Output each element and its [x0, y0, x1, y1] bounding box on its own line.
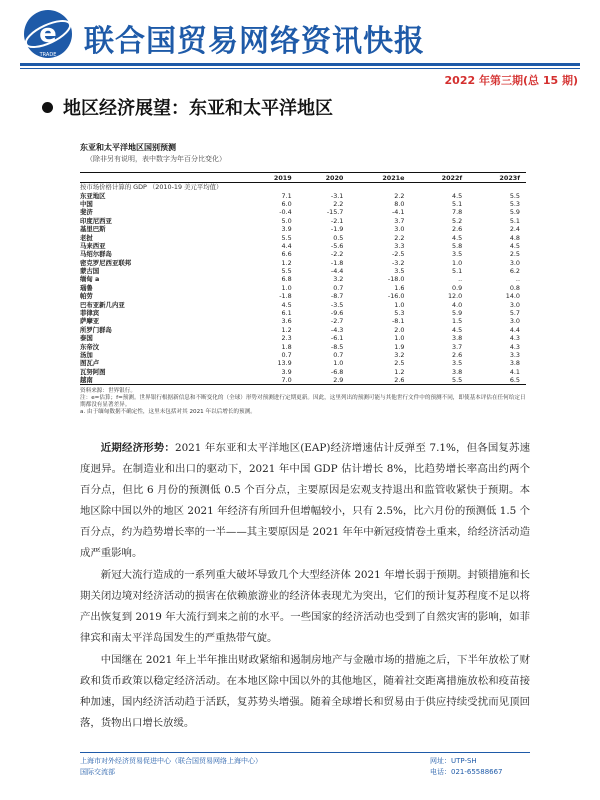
- value-cell: 1.5: [452, 317, 463, 326]
- value-cell: -4.1: [391, 208, 405, 217]
- country-name: 巴布亚新几内亚: [80, 300, 125, 309]
- value-cell: -15.7: [326, 208, 344, 217]
- value-cell: 6.6: [281, 250, 292, 259]
- value-cell: 3.7: [452, 342, 463, 351]
- table-row: [80, 191, 526, 199]
- value-cell: 4.5: [452, 325, 463, 334]
- table-row: [80, 317, 526, 325]
- country-name: 老挝: [80, 233, 93, 242]
- value-cell: 5.2: [452, 216, 463, 225]
- value-cell: 7.1: [281, 191, 292, 200]
- value-cell: 2.6: [452, 351, 463, 359]
- value-cell: -2.1: [330, 216, 344, 225]
- value-cell: -2.2: [330, 250, 344, 259]
- table-source: [80, 388, 526, 416]
- value-cell: 3.8: [509, 359, 520, 368]
- value-cell: -3.1: [330, 191, 344, 200]
- svg-text:TRADE: TRADE: [39, 52, 57, 58]
- value-cell: 5.9: [509, 208, 520, 217]
- value-cell: -6.8: [330, 367, 344, 376]
- value-cell: 2.6: [349, 376, 410, 385]
- country-name: 萨摩亚: [80, 317, 100, 326]
- value-cell: 5.0: [281, 216, 292, 225]
- value-cell: 2.5: [394, 359, 405, 368]
- value-cell: -3.2: [391, 258, 405, 267]
- value-cell: 5.5: [281, 267, 292, 276]
- table-row: [80, 351, 526, 359]
- country-name: 瑙鲁: [80, 283, 93, 292]
- value-cell: 2.9: [298, 376, 350, 385]
- column-header: 2020: [298, 173, 350, 183]
- note-a-line: a. 由于缅甸数据不确定性，这里未包括对其 2021 年以后增长的预测。: [80, 409, 256, 416]
- country-name: 瓦努阿图: [80, 367, 106, 376]
- value-cell: 1.0: [394, 334, 405, 343]
- table-row: [80, 233, 526, 241]
- country-name: 密克罗尼西亚联邦: [80, 258, 132, 267]
- bullet-icon: [42, 102, 53, 113]
- value-cell: 3.9: [281, 367, 292, 376]
- value-cell: -8.5: [330, 342, 344, 351]
- table-row: [80, 284, 526, 292]
- value-cell: -2.5: [391, 250, 405, 259]
- value-cell: 3.0: [509, 317, 520, 326]
- paragraph: 新冠大流行造成的一系列重大破坏导致几个大型经济体 2021 年增长弱于预期。封锁措施和长期关闭边境对经济活动的损害在依赖旅游业的经济体表现尤为突出，它们的预计复苏程度不足以将产出恢复到 2019 年大流行到来之前的水平。一些国家的经济活动也受到了自然灾害的影响，如菲律宾和南太平洋岛国发生的严重热带气旋。: [80, 569, 530, 644]
- country-name: 东亚地区: [80, 191, 106, 200]
- value-cell: 2.3: [281, 334, 292, 343]
- country-name: 印度尼西亚: [80, 216, 112, 225]
- table-row: [80, 275, 526, 283]
- value-cell: 1.6: [394, 283, 405, 292]
- value-cell: 4.5: [452, 233, 463, 242]
- value-cell: 1.2: [281, 258, 292, 267]
- value-cell: 3.5: [394, 267, 405, 276]
- source-line: 资料来源：世界银行。: [80, 388, 136, 395]
- country-name: 越南: [80, 376, 246, 385]
- value-cell: 4.4: [509, 325, 520, 334]
- table-row: [80, 217, 526, 225]
- header-rule: [20, 63, 580, 66]
- value-cell: 5.9: [452, 309, 463, 318]
- value-cell: 0.7: [281, 351, 292, 359]
- country-name: 汤加: [80, 351, 93, 359]
- table-group-header: [80, 183, 526, 192]
- value-cell: 3.5: [452, 250, 463, 259]
- value-cell: -0.4: [279, 208, 292, 217]
- footer-website: 网址：UTP-SH: [430, 757, 477, 765]
- value-cell: 1.2: [394, 367, 405, 376]
- value-cell: 4.4: [281, 241, 292, 250]
- value-cell: 3.9: [281, 225, 292, 234]
- country-name: 图瓦卢: [80, 359, 100, 368]
- table-row: [80, 342, 526, 350]
- value-cell: 5.1: [452, 199, 463, 208]
- value-cell: 3.3: [394, 241, 405, 250]
- table-row: [80, 334, 526, 342]
- column-header: 2022f: [410, 173, 468, 183]
- value-cell: -3.5: [330, 300, 344, 309]
- paragraph: 中国继在 2021 年上半年推出财政紧缩和遏制房地产与金融市场的措施之后，下半年放松了财政和货币政策以稳定经济活动。在本地区除中国以外的其他地区，随着社交距离措施放松和疫苗接种加速，国内经济活动趋于活跃，复苏势头增强。随着全球增长和贸易由于供应持续受扰而见顶回落，货物出口增长放缓。: [80, 654, 530, 729]
- table-header-row: [80, 173, 526, 183]
- value-cell: 5.5: [509, 191, 520, 200]
- column-header: 2023f: [468, 173, 526, 183]
- country-name: 东帝汶: [80, 342, 100, 351]
- country-name: 泰国: [80, 334, 93, 343]
- table-row: [80, 250, 526, 258]
- footer-dept: 国际交流部: [80, 768, 115, 776]
- value-cell: 4.5: [452, 191, 463, 200]
- table-row: [80, 225, 526, 233]
- etrade-logo-icon: [22, 8, 74, 60]
- value-cell: 4.5: [509, 241, 520, 250]
- table-row: [80, 200, 526, 208]
- value-cell: 3.0: [509, 258, 520, 267]
- column-header-label: [80, 173, 246, 183]
- value-cell: 0.7: [333, 283, 344, 292]
- value-cell: 13.9: [277, 359, 292, 368]
- value-cell: 5.7: [509, 309, 520, 318]
- footer-org: 上海市对外经济贸易促进中心（联合国贸易网络上海中心）: [80, 757, 262, 765]
- value-cell: 8.0: [394, 199, 405, 208]
- value-cell: 4.3: [509, 334, 520, 343]
- value-cell: 0.7: [333, 351, 344, 359]
- value-cell: -9.6: [330, 309, 344, 318]
- country-name: 所罗门群岛: [80, 325, 112, 334]
- value-cell: 6.8: [281, 275, 292, 284]
- value-cell: -1.8: [279, 292, 292, 301]
- value-cell: 6.5: [468, 376, 526, 385]
- value-cell: 14.0: [505, 292, 520, 301]
- value-cell: 2.0: [394, 325, 405, 334]
- country-name: 缅甸 a: [80, 275, 100, 284]
- table-row: [80, 376, 526, 385]
- value-cell: 1.2: [281, 325, 292, 334]
- value-cell: 3.8: [452, 367, 463, 376]
- value-cell: 6.2: [509, 267, 520, 276]
- value-cell: 5.1: [509, 216, 520, 225]
- value-cell: 0.5: [333, 233, 344, 242]
- header-rule-thin: [20, 68, 580, 69]
- value-cell: 3.8: [452, 334, 463, 343]
- value-cell: -8.7: [330, 292, 344, 301]
- section-title: 地区经济展望：东亚和太平洋地区: [63, 98, 333, 119]
- country-name: 蒙古国: [80, 267, 100, 276]
- value-cell: 2.2: [394, 233, 405, 242]
- country-name: 菲律宾: [80, 309, 100, 318]
- value-cell: 1.0: [394, 300, 405, 309]
- table-title: 东亚和太平洋地区国别预测: [80, 143, 176, 152]
- table-row: [80, 368, 526, 376]
- table-row: [80, 267, 526, 275]
- value-cell: 0.9: [452, 283, 463, 292]
- value-cell: 5.3: [394, 309, 405, 318]
- table-row: [80, 292, 526, 300]
- value-cell: 2.4: [509, 225, 520, 234]
- value-cell: 12.0: [447, 292, 463, 301]
- value-cell: 1.0: [333, 359, 344, 368]
- value-cell: 1.9: [394, 342, 405, 351]
- value-cell: -6.1: [330, 334, 344, 343]
- value-cell: 7.0: [246, 376, 298, 385]
- value-cell: ..: [515, 275, 520, 284]
- gdp-forecast-table: [80, 172, 526, 385]
- value-cell: 3.2: [394, 351, 405, 359]
- value-cell: -1.8: [330, 258, 344, 267]
- value-cell: -16.0: [387, 292, 405, 301]
- country-name: 中国: [80, 199, 93, 208]
- value-cell: -2.7: [330, 317, 344, 326]
- value-cell: 5.1: [452, 267, 463, 276]
- value-cell: 5.8: [452, 241, 463, 250]
- value-cell: 4.1: [509, 367, 520, 376]
- value-cell: 4.8: [509, 233, 520, 242]
- table-row: [80, 300, 526, 308]
- value-cell: 3.0: [509, 300, 520, 309]
- footer-rule: [80, 752, 530, 753]
- value-cell: 2.2: [333, 199, 344, 208]
- value-cell: 4.3: [509, 342, 520, 351]
- table-row: [80, 242, 526, 250]
- footer-phone: 电话：021-65588667: [430, 768, 503, 776]
- country-name: 基里巴斯: [80, 225, 106, 234]
- column-header: 2021e: [349, 173, 410, 183]
- country-name: 斐济: [80, 208, 93, 217]
- value-cell: 1.8: [281, 342, 292, 351]
- notes-line: 注：e=估算；f=预测。世界银行根据新信息和不断变化的（全球）形势对预测进行定期更新。因此，这里列出的预测可能与其他世行文件中的预测不同，即使基本评估在任何给定日期都没有显著差异。: [80, 395, 526, 409]
- table-row: [80, 208, 526, 216]
- value-cell: 3.5: [452, 359, 463, 368]
- value-cell: ..: [458, 275, 463, 284]
- value-cell: 6.1: [281, 309, 292, 318]
- paragraph: [80, 438, 530, 564]
- value-cell: 5.5: [410, 376, 468, 385]
- page-header: [0, 0, 600, 87]
- value-cell: 3.3: [509, 351, 520, 359]
- value-cell: -4.4: [330, 267, 344, 276]
- value-cell: 4.0: [452, 300, 463, 309]
- value-cell: 5.5: [281, 233, 292, 242]
- paragraph-text: 2021 年东亚和太平洋地区(EAP)经济增速估计反弹至 7.1%，但各国复苏速度迥异。在制造业和出口的驱动下，2021 年中国 GDP 估计增长 8%，比趋势增长率高出约两个百分点，但比 6 月份的预测低 0.5 个百分点，主要原因是宏观支持退出和监管收紧快于预期。本地区除中国以外的地区 2021 年经济有所回升但增幅较小，只有 2.5%，比六月份的预测低 1.5 个百分点，约为趋势增长率的一半——其主要原因是 2021 年年中新冠疫情卷土重来，给经济活动造成严重影响。: [80, 442, 531, 559]
- article-body: [80, 438, 530, 735]
- value-cell: 5.3: [509, 199, 520, 208]
- value-cell: 3.7: [394, 216, 405, 225]
- value-cell: 0.8: [509, 283, 520, 292]
- value-cell: 6.0: [281, 199, 292, 208]
- table-subtitle: （除非另有说明，表中数字为年百分比变化）: [86, 155, 226, 163]
- value-cell: 3.2: [333, 275, 344, 284]
- value-cell: 3.0: [394, 225, 405, 234]
- svg-text:e: e: [39, 19, 57, 49]
- table-row: [80, 359, 526, 367]
- value-cell: 2.5: [509, 250, 520, 259]
- paragraph-lead: 近期经济形势：: [100, 442, 175, 454]
- country-name: 马来西亚: [80, 241, 106, 250]
- table-row: [80, 309, 526, 317]
- value-cell: 1.0: [281, 283, 292, 292]
- value-cell: -8.1: [391, 317, 405, 326]
- value-cell: -5.6: [330, 241, 344, 250]
- country-name: 帕劳: [80, 292, 93, 301]
- value-cell: 4.5: [281, 300, 292, 309]
- column-header: 2019: [246, 173, 298, 183]
- value-cell: 7.8: [452, 208, 463, 217]
- value-cell: -1.9: [330, 225, 344, 234]
- country-name: 马绍尔群岛: [80, 250, 112, 259]
- value-cell: 3.6: [281, 317, 292, 326]
- table-row: [80, 259, 526, 267]
- value-cell: 1.0: [452, 258, 463, 267]
- value-cell: 2.2: [394, 191, 405, 200]
- section-heading: [42, 94, 333, 120]
- table-row: [80, 326, 526, 334]
- group-header-text: 按市场价格计算的 GDP （2010-19 美元平均值）: [80, 183, 223, 192]
- value-cell: -18.0: [387, 275, 405, 284]
- value-cell: -4.3: [330, 325, 344, 334]
- newsletter-brand: 联合国贸易网络资讯快报: [84, 24, 425, 59]
- issue-number: 2022 年第三期(总 15 期): [444, 74, 578, 87]
- value-cell: 2.6: [452, 225, 463, 234]
- forecast-table-block: [80, 142, 526, 416]
